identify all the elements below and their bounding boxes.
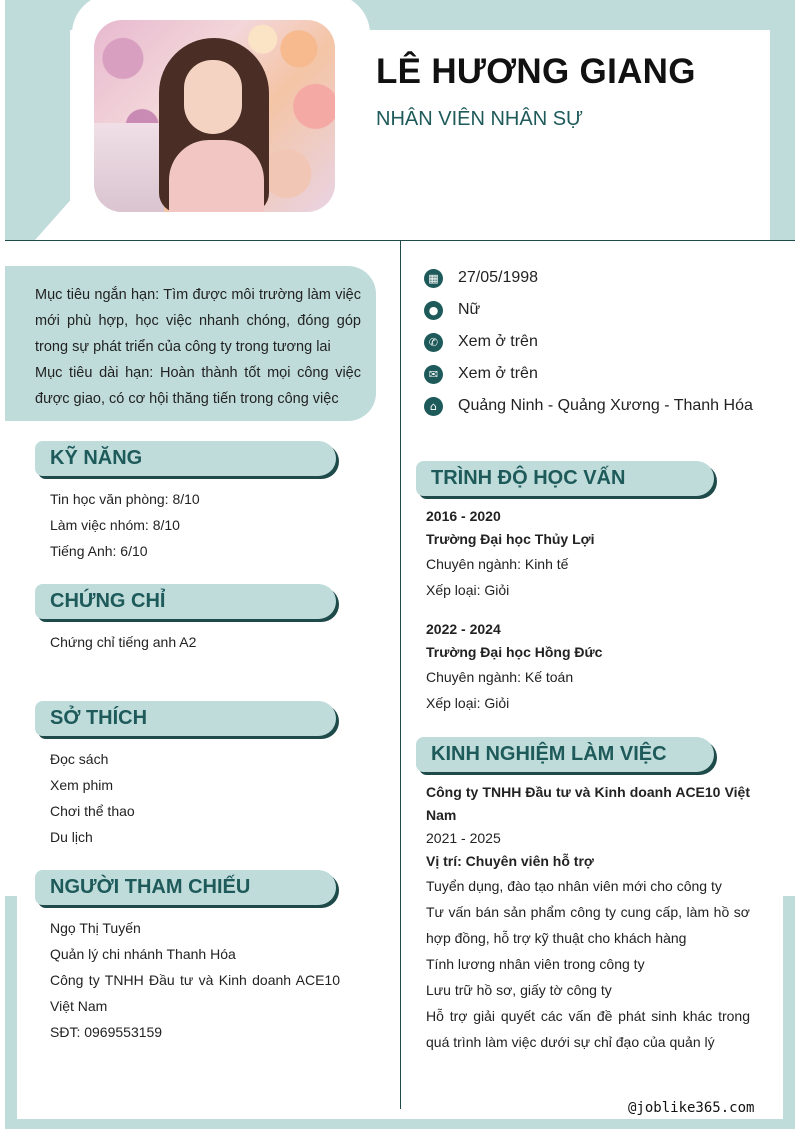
list-item: Tiếng Anh: 6/10 [50, 543, 148, 559]
education-entry [426, 618, 602, 716]
experience-duty: Lưu trữ hồ sơ, giấy tờ công ty [426, 982, 612, 998]
profile-photo [94, 20, 335, 212]
education-heading: TRÌNH ĐỘ HỌC VẤN [416, 461, 714, 496]
certificates-list [50, 629, 196, 655]
experience-position: Vị trí: Chuyên viên hỗ trợ [426, 853, 594, 869]
list-item: Quản lý chi nhánh Thanh Hóa [50, 946, 236, 962]
user-icon: ● [424, 301, 443, 320]
watermark: @joblike365.com [628, 1100, 755, 1116]
long-term-goal: Mục tiêu dài hạn: Hoàn thành tốt mọi công việc được giao, có cơ hội thăng tiến trong công việc [35, 365, 361, 407]
experience-duty: Tính lương nhân viên trong công ty [426, 956, 645, 972]
skills-list [50, 486, 200, 564]
contact-email: ✉ Xem ở trên [424, 358, 753, 390]
references-list [50, 915, 340, 1045]
experience-entry [426, 781, 750, 1055]
contact-gender: ● Nữ [424, 294, 753, 326]
list-item: Làm việc nhóm: 8/10 [50, 517, 180, 533]
education-grade: Xếp loại: Giỏi [426, 695, 510, 711]
list-item: SĐT: 0969553159 [50, 1024, 163, 1040]
hobbies-heading: SỞ THÍCH [35, 701, 336, 736]
list-item: Xem phim [50, 777, 114, 793]
experience-years: 2021 - 2025 [426, 830, 501, 846]
list-item: Du lịch [50, 829, 93, 845]
email-icon: ✉ [424, 365, 443, 384]
education-years: 2016 - 2020 [426, 508, 501, 524]
contact-birthday: ▦ 27/05/1998 [424, 262, 753, 294]
experience-duty: Tuyển dụng, đào tạo nhân viên mới cho công ty [426, 878, 722, 894]
contact-phone: ✆ Xem ở trên [424, 326, 753, 358]
calendar-icon: ▦ [424, 269, 443, 288]
education-major: Chuyên ngành: Kinh tế [426, 556, 569, 572]
contact-address: ⌂ Quảng Ninh - Quảng Xương - Thanh Hóa [424, 390, 753, 422]
career-objective [5, 266, 376, 421]
list-item: Công ty TNHH Đầu tư và Kinh doanh ACE10 Việt Nam [50, 972, 340, 1014]
home-icon: ⌂ [424, 397, 443, 416]
education-years: 2022 - 2024 [426, 621, 501, 637]
experience-duty: Tư vấn bán sản phẩm công ty cung cấp, làm hồ sơ hợp đồng, hỗ trợ kỹ thuật cho khách hàng [426, 904, 750, 946]
hobbies-list [50, 746, 135, 850]
references-heading: NGƯỜI THAM CHIẾU [35, 870, 336, 905]
experience-company: Công ty TNHH Đầu tư và Kinh doanh ACE10 Việt Nam [426, 784, 750, 823]
list-item: Ngọ Thị Tuyến [50, 920, 141, 936]
frame-left [5, 896, 17, 1129]
certificates-heading: CHỨNG CHỈ [35, 584, 336, 619]
education-school: Trường Đại học Hồng Đức [426, 644, 603, 660]
education-major: Chuyên ngành: Kế toán [426, 669, 574, 685]
header-corner [35, 195, 75, 240]
list-item: Tin học văn phòng: 8/10 [50, 491, 200, 507]
experience-heading: KINH NGHIỆM LÀM VIỆC [416, 737, 714, 772]
phone-icon: ✆ [424, 333, 443, 352]
frame-right [783, 896, 795, 1129]
experience-duty: Hỗ trợ giải quyết các vấn đề phát sinh khác trong quá trình làm việc dưới sự chỉ đạo của quản lý [426, 1008, 750, 1050]
column-divider [400, 241, 401, 1109]
candidate-name: LÊ HƯƠNG GIANG [376, 52, 696, 91]
list-item: Chứng chỉ tiếng anh A2 [50, 634, 197, 650]
frame-bottom [5, 1119, 795, 1129]
short-term-goal: Mục tiêu ngắn hạn: Tìm được môi trường làm việc mới phù hợp, học việc nhanh chóng, đóng góp trong sự phát triển của công ty trong tương lai [35, 287, 361, 355]
list-item: Chơi thể thao [50, 803, 135, 819]
education-entry [426, 505, 595, 603]
skills-heading: KỸ NĂNG [35, 441, 336, 476]
education-grade: Xếp loại: Giỏi [426, 582, 510, 598]
contact-info [424, 262, 753, 422]
list-item: Đọc sách [50, 751, 109, 767]
education-school: Trường Đại học Thủy Lợi [426, 531, 595, 547]
job-title: NHÂN VIÊN NHÂN SỰ [376, 108, 584, 130]
